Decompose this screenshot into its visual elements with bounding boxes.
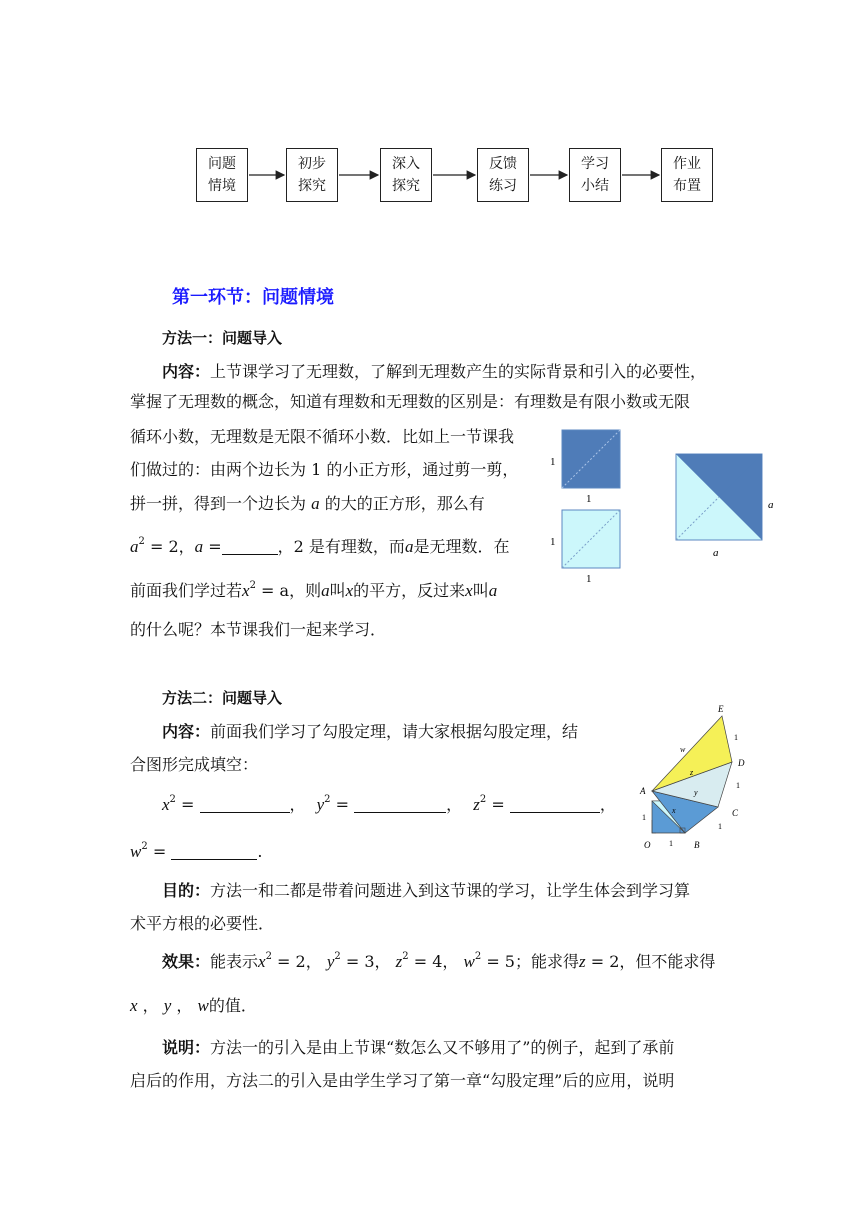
math-var: x: [345, 581, 354, 600]
text: 叫: [472, 581, 489, 600]
text: =: [208, 537, 222, 556]
method-one-line-5: [130, 494, 485, 514]
text: 前面我们学过若: [130, 581, 243, 600]
math-var: a: [404, 537, 414, 556]
method-one-line-8: 的什么呢？本节课我们一起来学习．: [130, 620, 387, 639]
text: = 5；能求得: [486, 952, 579, 971]
math-var: a: [321, 581, 330, 600]
flow-step-line: 作业: [673, 156, 701, 172]
method-one-line-2: 掌握了无理数的概念，知道有理数和无理数的区别是：有理数是有限小数或无限: [130, 392, 691, 411]
text: 拼一拼，得到一个边长为: [130, 494, 307, 513]
section-title: 第一环节：问题情境: [172, 287, 334, 308]
answer-blank[interactable]: [510, 796, 600, 813]
math-var: z: [395, 952, 403, 971]
method-one-line-7: 前面我们学过若$x^2 = a$，则a叫x的平方，反过来x叫a: [130, 579, 498, 600]
math-var: w: [130, 842, 142, 861]
math-var: w: [197, 996, 209, 1015]
text: = 2，但不能求得: [590, 952, 716, 971]
math-var: z: [579, 952, 586, 971]
method-one-line-4: 们做过的：由两个边长为 1 的小正方形，通过剪一剪，: [130, 460, 519, 479]
math-var: y: [163, 996, 172, 1015]
vertex-label: O: [644, 840, 651, 850]
side-label: 1: [586, 493, 592, 505]
math-var: a: [130, 537, 139, 556]
math-var: x: [242, 581, 250, 600]
text: =: [152, 842, 167, 861]
math-var: x: [465, 581, 473, 600]
flow-step-line: 深入: [392, 156, 420, 172]
text: ，: [142, 996, 159, 1015]
text: = 4，: [413, 952, 459, 971]
math-var: z: [473, 795, 480, 814]
math-var: a: [194, 537, 204, 556]
side-label: 1: [550, 456, 556, 468]
text: 前面我们学习了勾股定理，请大家根据勾股定理，结: [210, 722, 579, 741]
flow-step-line: 练习: [489, 178, 517, 194]
text: 的值．: [208, 996, 257, 1015]
text: ，: [446, 795, 463, 814]
text: .: [257, 842, 263, 861]
flow-step-line: 布置: [673, 178, 701, 194]
segment-label: 1: [736, 781, 740, 790]
fill-blanks-row: $x^2$ = ， $y^2$ = ， $z^2$ = ，: [162, 793, 616, 814]
vertex-label: A: [640, 786, 646, 796]
text: = 2，: [149, 537, 195, 556]
side-label: 1: [586, 573, 592, 585]
text: ，: [599, 795, 616, 814]
answer-blank[interactable]: [171, 843, 257, 860]
side-label: a: [768, 499, 774, 511]
text: = 2，: [277, 952, 322, 971]
text: 方法一和二都是带着问题进入到这节课的学习，让学生体会到学习算: [210, 881, 691, 900]
text: 是无理数．在: [413, 537, 510, 556]
side-label: a: [713, 547, 719, 559]
segment-label: w: [680, 745, 686, 754]
flow-step-line: 问题: [208, 156, 236, 172]
segment-label: 1: [718, 822, 722, 831]
text: 上节课学习了无理数，了解到无理数产生的实际背景和引入的必要性，: [210, 362, 707, 381]
math-var: y: [316, 795, 325, 814]
flow-step-line: 反馈: [489, 156, 517, 172]
math-var: x: [130, 996, 138, 1015]
note-label: 说明：: [162, 1038, 211, 1057]
text: =: [335, 795, 350, 814]
answer-blank[interactable]: [200, 796, 290, 813]
text: ，: [289, 795, 306, 814]
math-var: a: [311, 494, 320, 513]
method-one-line-1: [162, 362, 706, 382]
math-var: y: [326, 952, 335, 971]
segment-label: 1: [669, 839, 673, 848]
segment-label: x: [672, 806, 676, 815]
purpose-label: 目的：: [162, 881, 211, 900]
text: 叫: [329, 581, 346, 600]
content-label: 内容：: [162, 722, 211, 741]
vertex-label: E: [718, 704, 724, 714]
squares-figure: [540, 420, 790, 590]
text: = 3，: [345, 952, 391, 971]
note-line-1: [162, 1038, 674, 1058]
math-var: w: [463, 952, 475, 971]
math-var: x: [258, 952, 266, 971]
text: =: [181, 795, 195, 814]
flow-step-line: 学习: [581, 156, 609, 172]
method-one-heading: 方法一：问题导入: [162, 329, 283, 347]
math-var: a: [488, 581, 498, 600]
fill-blank-w: $w^2$ = .: [130, 840, 263, 861]
answer-blank[interactable]: [354, 796, 446, 813]
vertex-label: B: [694, 840, 700, 850]
flow-step-line: 情境: [208, 178, 236, 194]
flow-step-line: 小结: [581, 178, 609, 194]
method-two-heading: 方法二：问题导入: [162, 689, 283, 707]
method-two-line-1: [162, 722, 578, 742]
method-two-line-2: 合图形完成填空：: [130, 755, 259, 774]
text: 能表示: [210, 952, 259, 971]
answer-blank[interactable]: [222, 538, 278, 555]
flow-step-line: 探究: [392, 178, 420, 194]
vertex-label: C: [732, 808, 739, 818]
text: ，2 是有理数，而: [277, 537, 405, 556]
flow-step-line: 初步: [298, 156, 326, 172]
method-one-line-6: $a^2 = 2$，a = ，2 是有理数，而a是无理数．在: [130, 535, 510, 556]
flow-arrows: [0, 0, 860, 230]
text: 的大的正方形，那么有: [324, 494, 485, 513]
text: ，则: [289, 581, 322, 600]
text: 方法一的引入是由上节课“数怎么又不够用了”的例子，起到了承前: [210, 1038, 675, 1057]
segment-label: y: [694, 788, 698, 797]
segment-label: 1: [734, 733, 738, 742]
segment-label: z: [690, 768, 694, 777]
vertex-label: D: [738, 758, 745, 768]
segment-label: 1: [642, 813, 646, 822]
note-line-2: 启后的作用，方法二的引入是由学生学习了第一章“勾股定理”后的应用，说明: [130, 1071, 675, 1090]
effect-line-2: [130, 996, 257, 1016]
side-label: 1: [550, 536, 556, 548]
effect-line-1: 效果：能表示$x^2 = 2$， $y^2 = 3$， $z^2 = 4$， $w^2 = 5$；能求得z = 2，但不能求得: [162, 950, 716, 971]
text: ，: [176, 996, 193, 1015]
purpose-line-1: [162, 881, 690, 901]
purpose-line-2: 术平方根的必要性．: [130, 914, 275, 933]
flow-step-line: 探究: [298, 178, 326, 194]
text: = a: [261, 581, 290, 600]
pythagoras-figure: [636, 700, 760, 854]
effect-label: 效果：: [162, 952, 211, 971]
content-label: 内容：: [162, 362, 211, 381]
text: =: [491, 795, 505, 814]
math-var: x: [162, 795, 170, 814]
method-one-line-3: 循环小数，无理数是无限不循环小数．比如上一节课我: [130, 427, 515, 446]
text: 的平方，反过来: [353, 581, 466, 600]
